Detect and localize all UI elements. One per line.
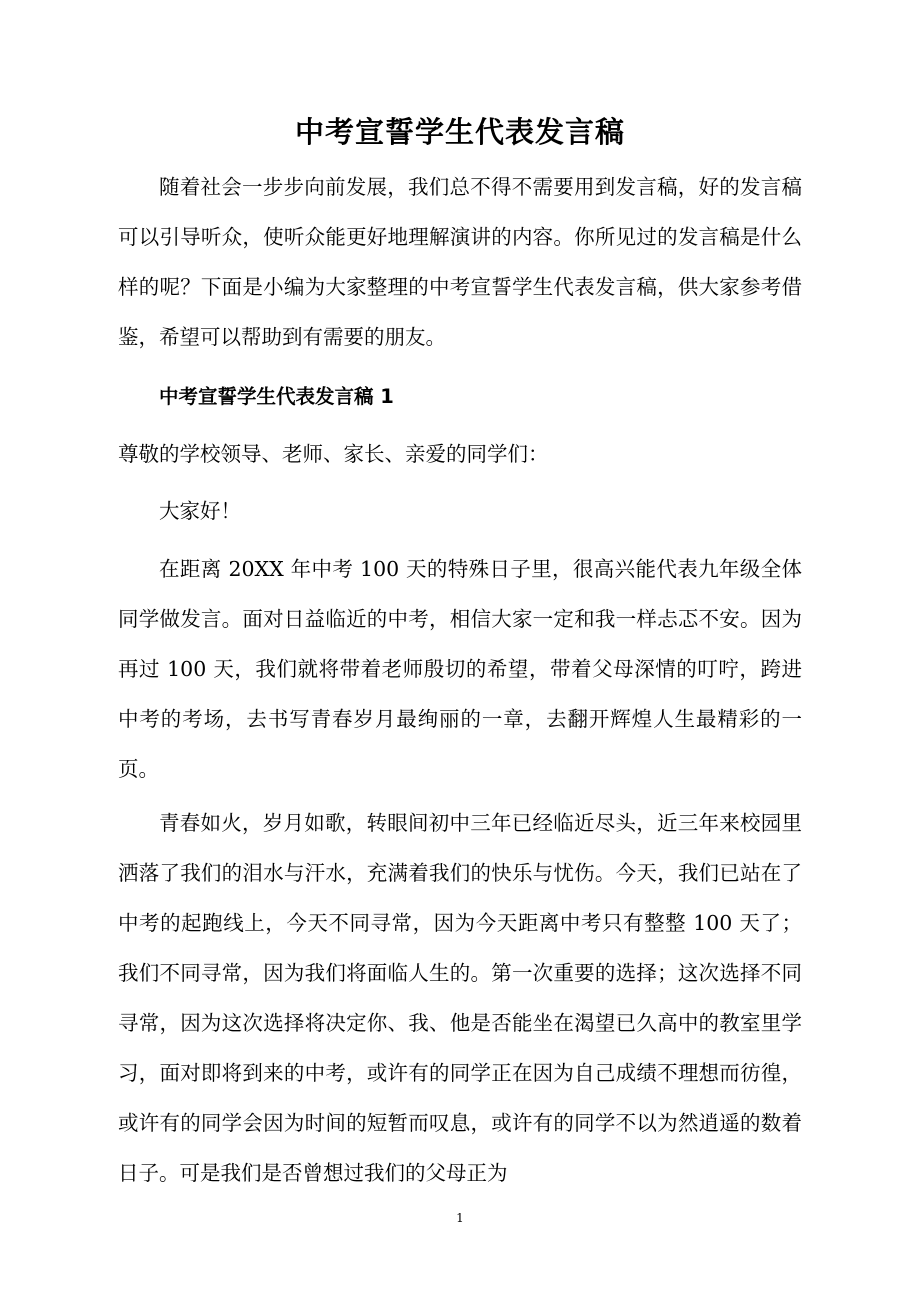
body-paragraph-1: 在距离 20XX 年中考 100 天的特殊日子里，很高兴能代表九年级全体同学做发言。面对日益临近的中考，相信大家一定和我一样忐忑不安。因为再过 100 天，我们就将带着老师殷切的希望，带着父母深情的叮咛，跨进中考的考场，去书写青春岁月最绚丽的一章，去翻开辉煌人生最精彩的一页。 (118, 557, 802, 781)
page-number: 1 (456, 1211, 464, 1225)
greeting-line: 大家好！ (159, 499, 241, 523)
document-title: 中考宣誓学生代表发言稿 (294, 115, 625, 149)
intro-paragraph: 随着社会一步步向前发展，我们总不得不需要用到发言稿，好的发言稿可以引导听众，使听众能更好地理解演讲的内容。你所见过的发言稿是什么样的呢？下面是小编为大家整理的中考宣誓学生代表发言稿，供大家参考借鉴，希望可以帮助到有需要的朋友。 (118, 175, 802, 349)
body-paragraph-2: 青春如火，岁月如歌，转眼间初中三年已经临近尽头，近三年来校园里洒落了我们的泪水与汗水，充满着我们的快乐与忧伤。今天，我们已站在了中考的起跑线上，今天不同寻常，因为今天距离中考只有整整 100 天了；我们不同寻常，因为我们将面临人生的。第一次重要的选择；这次选择不同寻常，因为这次选择将决定你、我、他是否能坐在渴望已久高中的教室里学习，面对即将到来的中考，或许有的同学正在因为自己成绩不理想而彷徨，或许有的同学会因为时间的短暂而叹息，或许有的同学不以为然逍遥的数着日子。可是我们是否曾想过我们的父母正为 (118, 811, 802, 1185)
section-heading: 中考宣誓学生代表发言稿 1 (159, 385, 394, 408)
salutation-line: 尊敬的学校领导、老师、家长、亲爱的同学们： (118, 442, 549, 466)
